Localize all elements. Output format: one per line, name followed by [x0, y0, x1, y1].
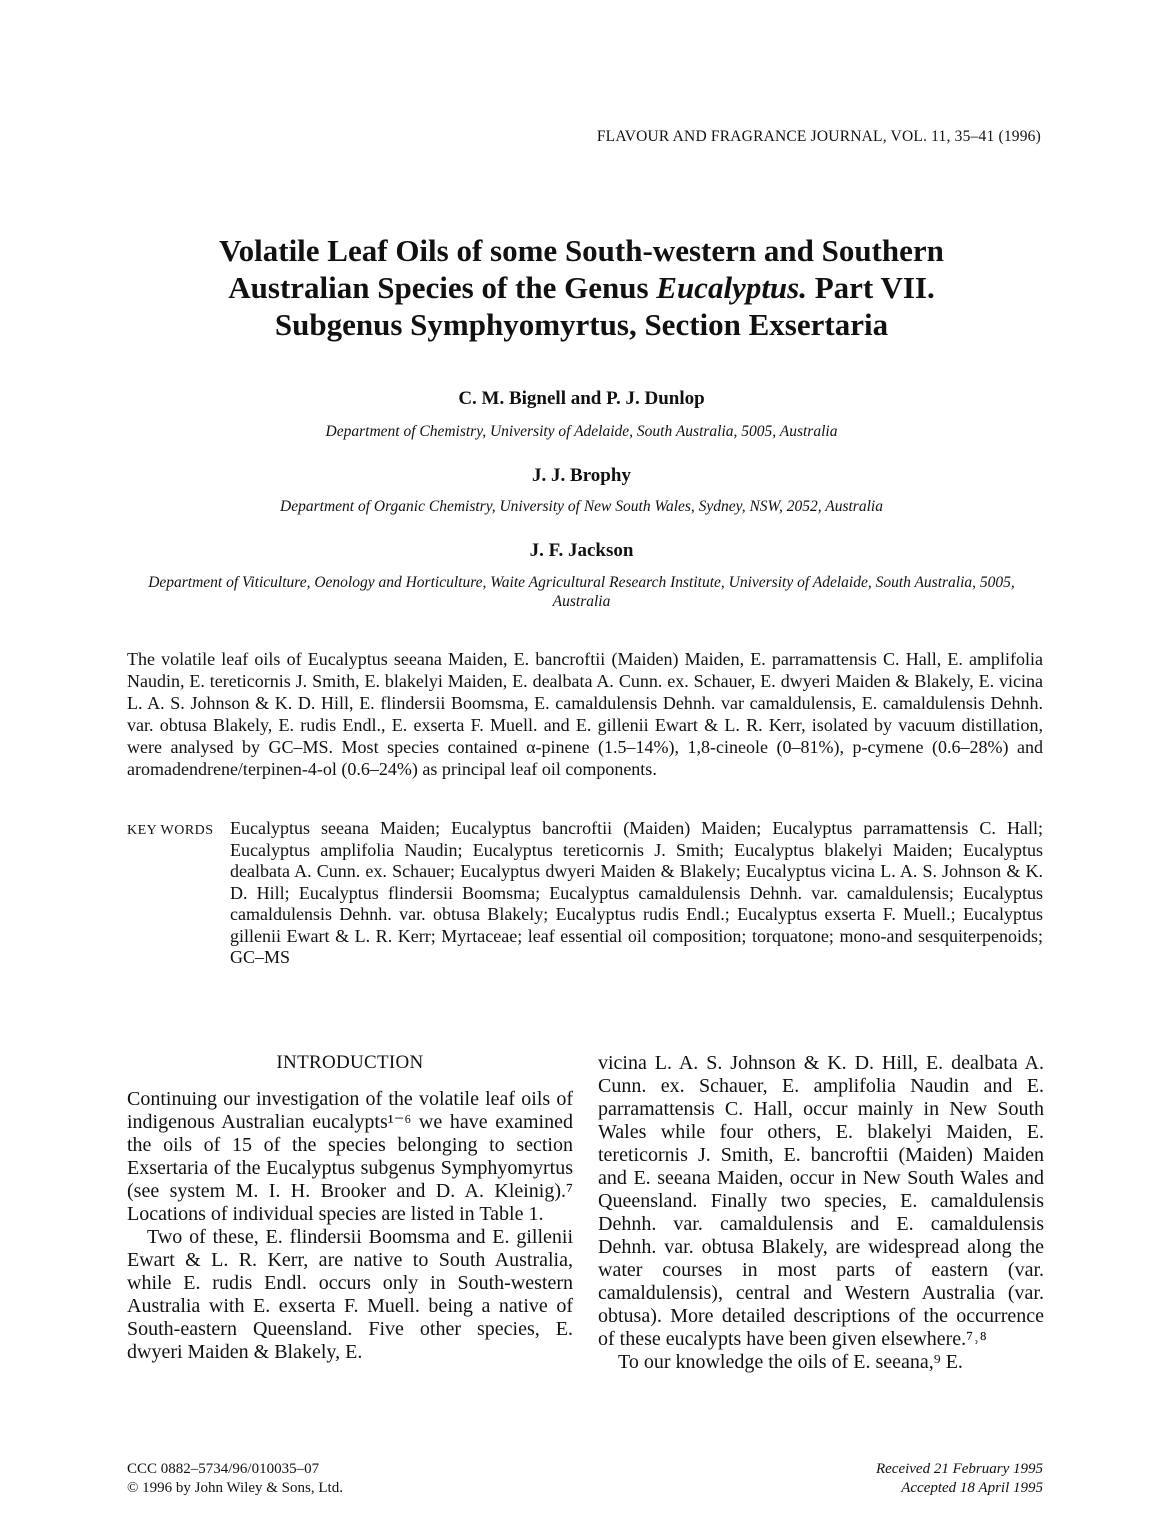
column-right: [598, 1052, 1044, 1374]
accepted-date: Accepted 18 April 1995: [901, 1480, 1043, 1496]
author-names-2: J. J. Brophy: [532, 465, 631, 486]
received-date: Received 21 February 1995: [875, 1461, 1043, 1477]
paper-title: [0, 232, 1163, 343]
section-heading-introduction: INTRODUCTION: [276, 1052, 424, 1073]
author-names-1: C. M. Bignell and P. J. Dunlop: [458, 388, 705, 409]
keywords-label: KEY WORDS: [127, 823, 214, 838]
title-line-1: Volatile Leaf Oils of some South-western and Southern: [219, 233, 944, 268]
intro-paragraph-2-continued: vicina L. A. S. Johnson & K. D. Hill, E. dealbata A. Cunn. ex. Schauer, E. amplifolia Naudin and E. parramattensis C. Hall, occur mainly in New South Wales while four others, E. blakelyi Maiden, E. tereticornis J. Smith, E. bancroftii (Maiden) Maiden and E. seeana Maiden, occur in New South Wales and Queensland. Finally two species, E. camaldulensis Dehnh. var. camaldulensis and E. camaldulensis Dehnh. var. obtusa Blakely, are widespread along the water courses in most parts of eastern (var. camaldulensis), central and Western Australia (var. obtusa). More detailed descriptions of the occurrence of these eucalypts have been given elsewhere.⁷˒⁸: [598, 1052, 1044, 1350]
affiliation-3: Department of Viticulture, Oenology and Horticulture, Waite Agricultural Research Institute, University of Adelaide, South Australia, 5005, Australia: [148, 574, 1015, 610]
affiliation-1: Department of Chemistry, University of Adelaide, South Australia, 5005, Australia: [325, 423, 838, 440]
copyright: © 1996 by John Wiley & Sons, Ltd.: [127, 1480, 343, 1496]
column-left: [127, 1052, 573, 1364]
footer-left: [127, 1460, 343, 1498]
ccc-code: CCC 0882–5734/96/010035–07: [127, 1461, 320, 1477]
genus-name: Eucalyptus.: [656, 270, 807, 305]
abstract: The volatile leaf oils of Eucalyptus seeana Maiden, E. bancroftii (Maiden) Maiden, E. parramattensis C. Hall, E. amplifolia Naudin, E. tereticornis J. Smith, E. blakelyi Maiden, E. dealbata A. Cunn. ex. Schauer, E. dwyeri Maiden & Blakely, E. vicina L. A. S. Johnson & K. D. Hill, E. flindersii Boomsma, E. camaldulensis Dehnh. var camaldulensis, E. camaldulensis Dehnh. var. obtusa Blakely, E. rudis Endl., E. exserta F. Muell. and E. gillenii Ewart & L. R. Kerr, isolated by vacuum distillation, were analysed by GC–MS. Most species contained α-pinene (1.5–14%), 1,8-cineole (0–81%), p-cymene (0.6–28%) and aromadendrene/terpinen-4-ol (0.6–24%) as principal leaf oil components.: [127, 649, 1043, 779]
intro-paragraph-3: To our knowledge the oils of E. seeana,⁹ E.: [618, 1351, 963, 1373]
title-line-3: Subgenus Symphyomyrtus, Section Exsertaria: [274, 307, 889, 342]
affiliation-2: Department of Organic Chemistry, University of New South Wales, Sydney, NSW, 2052, Australia: [280, 498, 883, 515]
intro-paragraph-1: Continuing our investigation of the volatile leaf oils of indigenous Australian eucalypts¹⁻⁶ we have examined the oils of 15 of the species belonging to section Exsertaria of the Eucalyptus subgenus Symphyomyrtus (see system M. I. H. Brooker and D. A. Kleinig).⁷ Locations of individual species are listed in Table 1.: [127, 1088, 573, 1225]
author-names-3: J. F. Jackson: [529, 540, 634, 561]
intro-paragraph-2: Two of these, E. flindersii Boomsma and E. gillenii Ewart & L. R. Kerr, are native to South Australia, while E. rudis Endl. occurs only in South-western Australia with E. exserta F. Muell. being a native of South-eastern Queensland. Five other species, E. dwyeri Maiden & Blakely, E.: [127, 1226, 573, 1363]
running-head: FLAVOUR AND FRAGRANCE JOURNAL, VOL. 11, 35–41 (1996): [596, 128, 1041, 145]
footer-right: [876, 1460, 1043, 1498]
keywords-text: Eucalyptus seeana Maiden; Eucalyptus bancroftii (Maiden) Maiden; Eucalyptus parramattensis C. Hall; Eucalyptus amplifolia Naudin; Eucalyptus tereticornis J. Smith; Eucalyptus blakelyi Maiden; Eucalyptus dealbata A. Cunn. ex. Schauer; Eucalyptus dwyeri Maiden & Blakely; Eucalyptus vicina L. A. S. Johnson & K. D. Hill; Eucalyptus flindersii Boomsma; Eucalyptus camaldulensis Dehnh. var. camaldulensis; Eucalyptus camaldulensis Dehnh. var. obtusa Blakely; Eucalyptus rudis Endl.; Eucalyptus exserta F. Muell.; Eucalyptus gillenii Ewart & L. R. Kerr; Myrtaceae; leaf essential oil composition; torquatone; mono-and sesquiterpenoids; GC–MS: [230, 818, 1043, 967]
keywords-block: [127, 818, 1043, 969]
title-line-2: Australian Species of the Genus Eucalyptus. Part VII.: [228, 270, 935, 305]
